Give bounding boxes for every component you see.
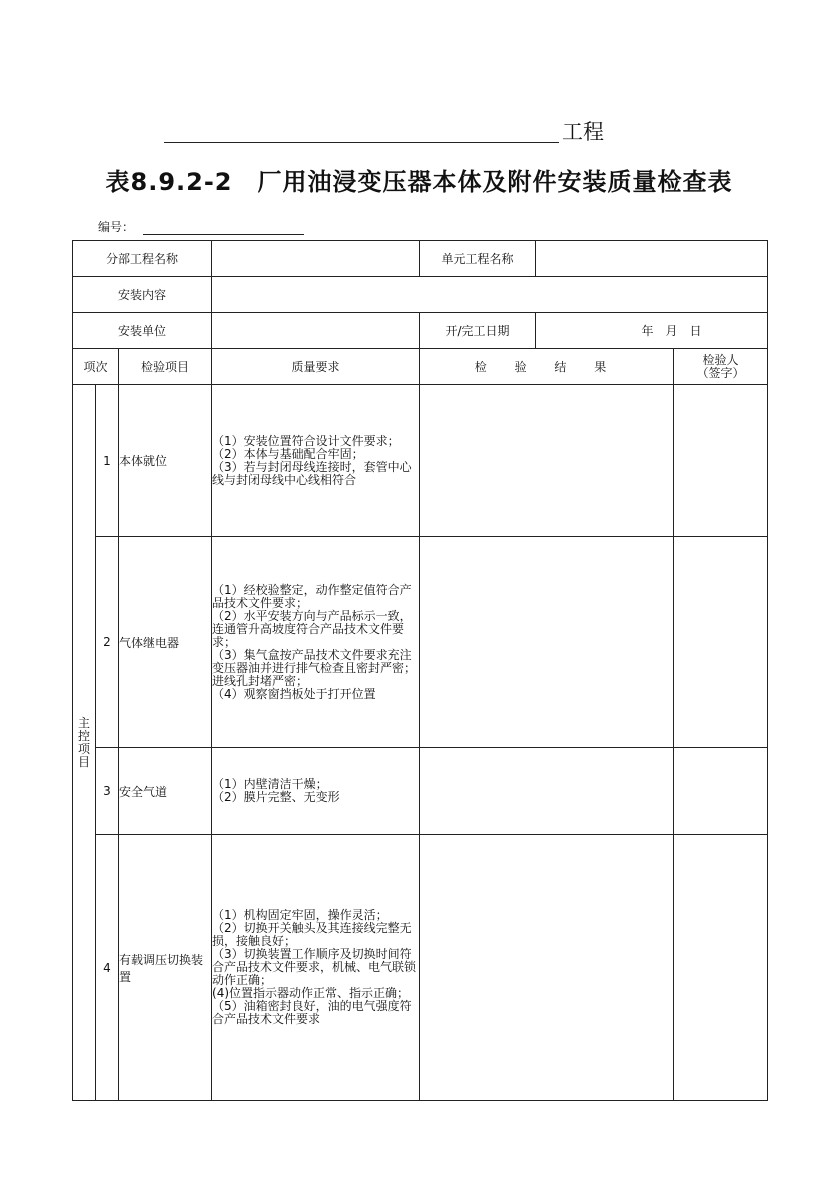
company-label: 安装单位 xyxy=(73,313,212,349)
requirement-line: （2）膜片完整、无变形 xyxy=(212,790,340,804)
info-row-subproject xyxy=(73,241,768,277)
row-inspector[interactable] xyxy=(674,835,768,1101)
subproject-label: 分部工程名称 xyxy=(73,241,212,277)
col-result-header: 检 验 结 果 xyxy=(420,349,674,385)
date-label: 开/完工日期 xyxy=(420,313,536,349)
category-cell xyxy=(73,385,96,1101)
table-row xyxy=(73,835,768,1101)
row-item: 安全气道 xyxy=(119,748,212,835)
inspector-label: 检验人 xyxy=(702,352,739,367)
row-requirements xyxy=(212,385,420,537)
row-no: 2 xyxy=(96,537,119,748)
row-inspector[interactable] xyxy=(674,385,768,537)
category-char: 项 xyxy=(77,741,90,756)
code-field[interactable] xyxy=(143,222,304,235)
table-row xyxy=(73,537,768,748)
requirement-line: （1）内壁清洁干燥； xyxy=(212,777,328,791)
row-requirements xyxy=(212,537,420,748)
requirement-line: （5）油箱密封良好，油的电气强度符合产品技术文件要求 xyxy=(212,999,412,1026)
requirement-line: （4）观察窗挡板处于打开位置 xyxy=(212,686,376,701)
content-label: 安装内容 xyxy=(73,277,212,313)
requirement-line: （3）集气盒按产品技术文件要求充注变压器油并进行排气检查且密封严密；进线孔封堵严密； xyxy=(212,647,417,688)
unit-label: 单元工程名称 xyxy=(420,241,536,277)
inspection-table xyxy=(72,240,768,1101)
code-label: 编号： xyxy=(98,220,135,234)
table-row xyxy=(73,385,768,537)
row-requirements xyxy=(212,748,420,835)
row-result[interactable] xyxy=(420,537,674,748)
row-inspector[interactable] xyxy=(674,748,768,835)
row-requirements xyxy=(212,835,420,1101)
subproject-value[interactable] xyxy=(212,241,420,277)
category-char: 目 xyxy=(77,754,90,769)
requirement-line: （1）经校验整定，动作整定值符合产品技术文件要求； xyxy=(212,582,412,610)
column-header-row xyxy=(73,349,768,385)
project-suffix: 工程 xyxy=(562,120,604,144)
col-inspector-header xyxy=(674,349,768,385)
company-value[interactable] xyxy=(212,313,420,349)
date-value[interactable]: 年 月 日 xyxy=(536,313,768,349)
info-row-company xyxy=(73,313,768,349)
row-result[interactable] xyxy=(420,835,674,1101)
requirement-line: (4)位置指示器动作正常、指示正确； xyxy=(212,986,410,1000)
requirement-line: （2）水平安装方向与产品标示一致，连通管升高坡度符合产品技术文件要求； xyxy=(212,608,412,649)
inspector-sign-label: （签字） xyxy=(696,365,745,380)
row-item: 气体继电器 xyxy=(119,537,212,748)
row-item: 本体就位 xyxy=(119,385,212,537)
requirement-line: （1）机构固定牢固，操作灵活； xyxy=(212,908,388,922)
requirement-line: （2）本体与基础配合牢固； xyxy=(212,446,364,461)
row-item: 有载调压切换装置 xyxy=(119,835,212,1101)
info-row-content xyxy=(73,277,768,313)
project-name-line[interactable] xyxy=(164,118,559,143)
content-value[interactable] xyxy=(212,277,768,313)
row-no: 4 xyxy=(96,835,119,1101)
row-no: 1 xyxy=(96,385,119,537)
category-char: 主 xyxy=(77,715,90,730)
page-title: 表8.9.2-2 厂用油浸变压器本体及附件安装质量检查表 xyxy=(105,168,733,196)
row-no: 3 xyxy=(96,748,119,835)
table-row xyxy=(73,748,768,835)
col-item-header: 检验项目 xyxy=(119,349,212,385)
unit-value[interactable] xyxy=(536,241,768,277)
requirement-line: （3）若与封闭母线连接时，套管中心线与封闭母线中心线相符合 xyxy=(212,459,412,487)
col-no-header: 项次 xyxy=(73,349,119,385)
col-req-header: 质量要求 xyxy=(212,349,420,385)
requirement-line: （2）切换开关触头及其连接线完整无损，接触良好； xyxy=(212,921,412,948)
category-char: 控 xyxy=(77,728,90,743)
row-inspector[interactable] xyxy=(674,537,768,748)
requirement-line: （1）安装位置符合设计文件要求； xyxy=(212,433,400,448)
row-result[interactable] xyxy=(420,385,674,537)
requirement-line: （3）切换装置工作顺序及切换时间符合产品技术文件要求，机械、电气联锁动作正确； xyxy=(212,947,417,987)
row-result[interactable] xyxy=(420,748,674,835)
